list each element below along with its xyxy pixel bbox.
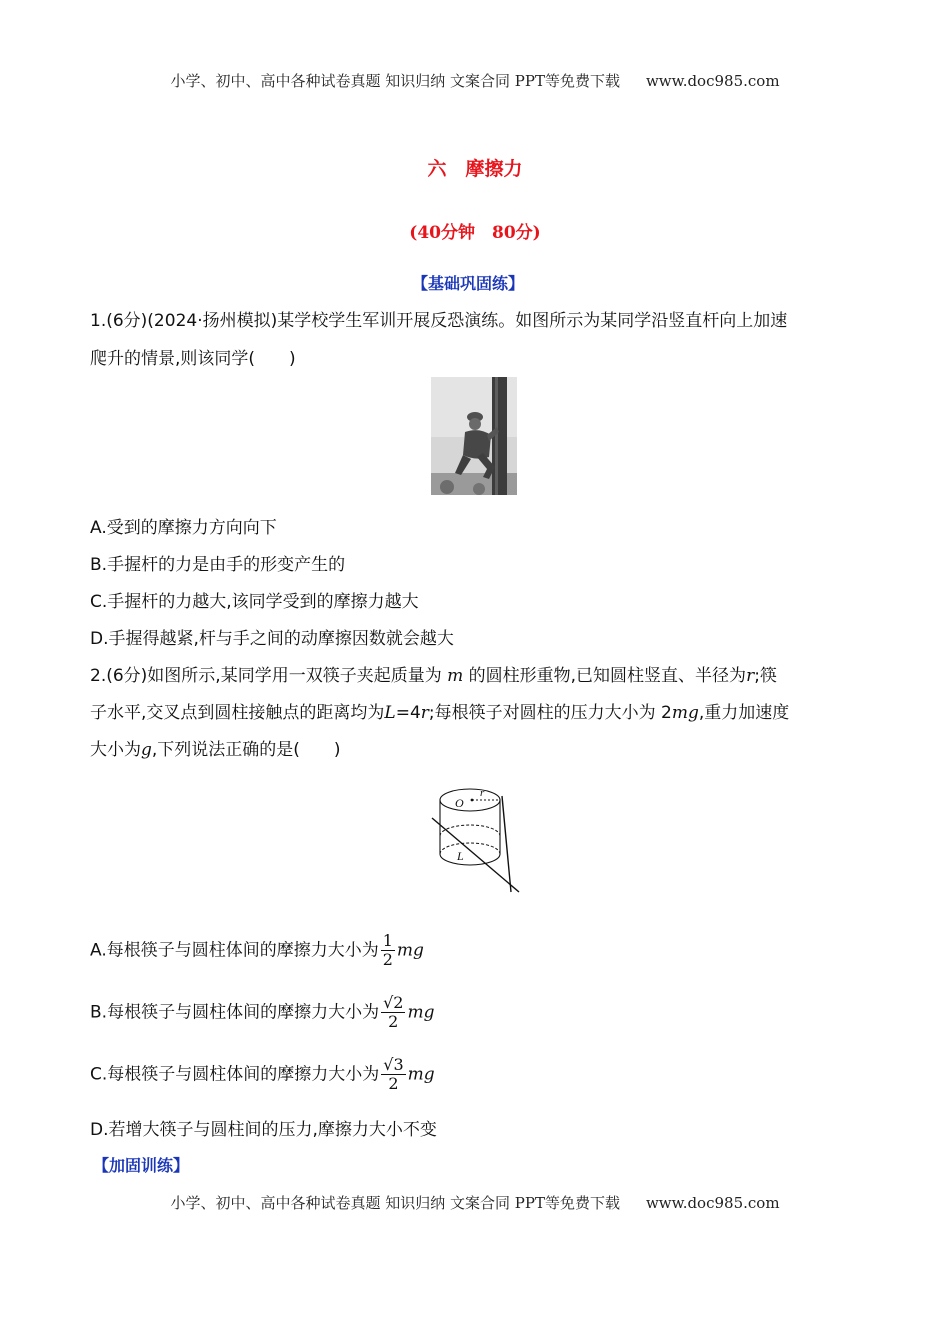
- page-title: 六 摩擦力: [427, 158, 523, 180]
- page-subtitle: (40分钟 80分): [409, 223, 541, 243]
- q1-stem-line2: 爬升的情景,则该同学( ): [90, 349, 296, 369]
- q2-option-b: B.每根筷子与圆柱体间的摩擦力大小为 $\frac{√2}{2}$ mg: [90, 993, 435, 1031]
- section-reinforce: 【加固训练】: [93, 1156, 190, 1175]
- page-header: [0, 70, 950, 91]
- q2-stem-line2: 子水平,交叉点到圆柱接触点的距离均为L=4r;每根筷子对圆柱的压力大小为 2mg,重力加速度: [90, 703, 790, 723]
- q1-option-d: D.手握得越紧,杆与手之间的动摩擦因数就会越大: [90, 629, 454, 649]
- q1-option-c: C.手握杆的力越大,该同学受到的摩擦力越大: [90, 592, 419, 612]
- q2-stem-line3: 大小为g,下列说法正确的是( ): [90, 740, 341, 760]
- cylinder-chopsticks-diagram: [420, 780, 530, 895]
- header-text: 小学、初中、高中各种试卷真题 知识归纳 文案合同 PPT等免费下载: [170, 72, 620, 90]
- center-label: O: [455, 796, 464, 810]
- radius-label: r: [480, 787, 485, 799]
- footer-text: 小学、初中、高中各种试卷真题 知识归纳 文案合同 PPT等免费下载: [170, 1194, 620, 1212]
- q2-option-a: A.每根筷子与圆柱体间的摩擦力大小为 $\frac{1}{2}$ mg: [90, 931, 424, 969]
- header-url[interactable]: www.doc985.com: [645, 72, 780, 90]
- page-footer: [0, 1192, 950, 1213]
- section-basic: 【基础巩固练】: [412, 274, 525, 293]
- footer-url[interactable]: www.doc985.com: [645, 1194, 780, 1212]
- q1-stem-line1: 1.(6分)(2024·扬州模拟)某学校学生军训开展反恐演练。如图所示为某同学沿竖直杆向上加速: [90, 311, 788, 331]
- q2-option-d: D.若增大筷子与圆柱间的压力,摩擦力大小不变: [90, 1120, 437, 1140]
- distance-label: L: [457, 849, 464, 863]
- climbing-soldier-photo: [431, 377, 517, 495]
- q2-stem-line1: 2.(6分)如图所示,某同学用一双筷子夹起质量为 m 的圆柱形重物,已知圆柱竖直、半径为r;筷: [90, 666, 777, 686]
- q1-option-a: A.受到的摩擦力方向向下: [90, 518, 277, 538]
- q1-option-b: B.手握杆的力是由手的形变产生的: [90, 555, 346, 575]
- q2-option-c: C.每根筷子与圆柱体间的摩擦力大小为 $\frac{√3}{2}$ mg: [90, 1055, 435, 1093]
